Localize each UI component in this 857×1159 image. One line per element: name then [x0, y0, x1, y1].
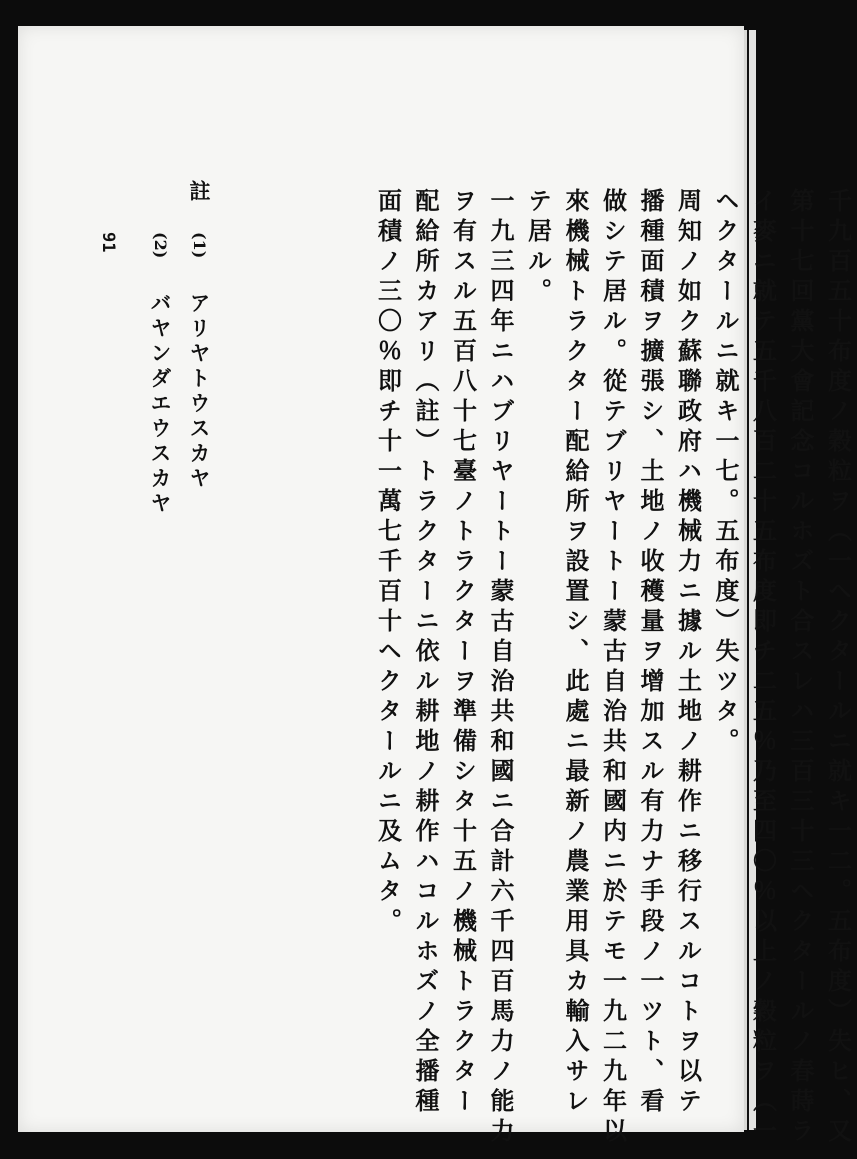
text-column: 周知ノ如ク蘇聯政府ハ機械力ニ據ル土地ノ耕作ニ移行スルコトヲ以テ	[673, 188, 703, 1118]
main-text-block	[369, 188, 857, 1148]
note-1-text: アリヤトウスカヤ	[187, 292, 212, 492]
note-1-mark: (1)	[190, 232, 209, 259]
text-column: 播種面積ヲ擴張シ、土地ノ收穫量ヲ增加スル有力ナ手段ノ一ツト、看	[636, 188, 665, 1118]
text-column: ヘクタールニ就キ一七。五布度）失ツタ。	[711, 188, 740, 758]
page-number: 91	[98, 232, 118, 253]
text-column: 第十七回黨大會記念コルホズト合スレハ三百三十三ヘクタールノ春蒔ラ	[786, 188, 815, 1148]
notes-heading: 註	[187, 180, 212, 205]
text-column: イ麥ニ就テ五千八百二十五布度即チ二五％乃至四〇％以上ノ穀粒ヲ（一	[748, 188, 778, 1148]
note-2-text: バヤンダエウスカヤ	[148, 292, 173, 517]
text-column: 面積ノ三〇％即チ十一萬七千百十ヘクタールニ及ムタ。	[373, 188, 403, 938]
text-column: 來機械トラクター配給所ヲ設置シ、此處ニ最新ノ農業用具カ輸入サレ	[561, 188, 590, 1118]
text-column: 做シテ居ル。從テブリヤートー蒙古自治共和國内ニ於テモ一九二九年以	[598, 188, 628, 1148]
text-column: ヲ有スル五百八十七臺ノトラクターヲ準備シタ十五ノ機械トラクター	[448, 188, 478, 1118]
text-column: 一九三四年ニハブリヤートー蒙古自治共和國ニ合計六千四百馬力ノ能力	[486, 188, 515, 1148]
note-2-mark: (2)	[151, 232, 170, 259]
text-column: テ居ル。	[523, 188, 553, 308]
text-column: 千九百五十布度ノ穀粒ヲ（一ヘクタールニ就キ一二。五布度）失ヒ、又	[823, 188, 853, 1148]
text-column: 配給所カアリ（註）トラクターニ依ル耕地ノ耕作ハコルホズノ全播種	[411, 188, 440, 1118]
